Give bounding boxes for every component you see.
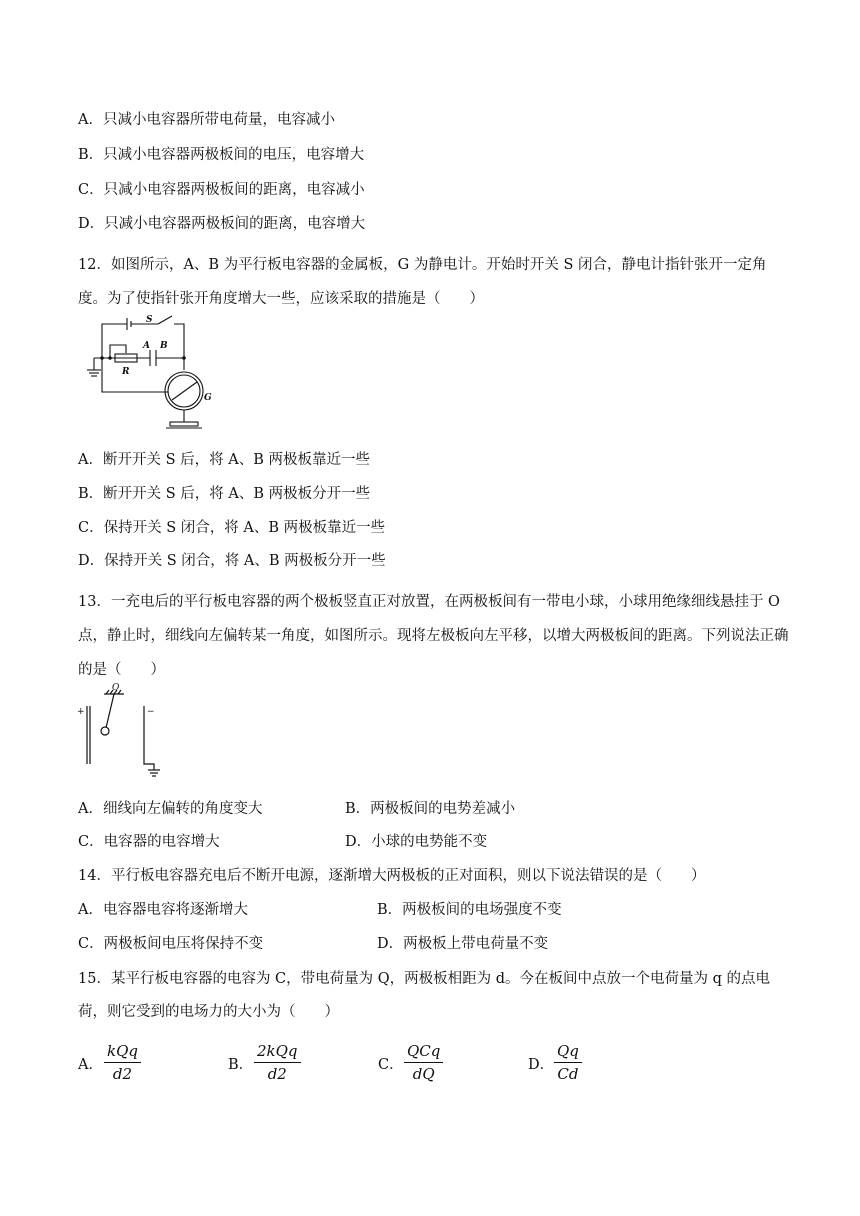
q15-option-b-fraction bbox=[254, 1040, 301, 1085]
q12-label-r: R bbox=[122, 367, 130, 377]
q15-option-c-label: C． bbox=[378, 1057, 404, 1073]
q11-option-a: A．只减小电容器所带电荷量，电容减小 bbox=[78, 112, 335, 128]
q15-stem-line1: 15．某平行板电容器的电容为 C，带电荷量为 Q，两极板相距为 d。今在板间中点放一个电荷量为 q 的点电 bbox=[78, 971, 771, 987]
q14-option-b: B．两极板间的电场强度不变 bbox=[377, 902, 562, 918]
q15-option-a-fraction bbox=[104, 1040, 141, 1085]
q12-stem: 12．如图所示，A、B 为平行板电容器的金属板，G 为静电计。开始时开关 S 闭合，静电计指针张开一定角度。为了使指针张开角度增大一些，应该采取的措施是（ ） bbox=[78, 257, 767, 307]
q13-option-a: A．细线向左偏转的角度变大 bbox=[78, 801, 263, 817]
q13-option-c: C．电容器的电容增大 bbox=[78, 834, 220, 850]
q13-label-minus: − bbox=[147, 707, 155, 717]
q15-option-d-fraction bbox=[554, 1040, 582, 1085]
q15-option-b-label: B． bbox=[228, 1057, 254, 1073]
q11-option-c: C．只减小电容器两极板间的距离，电容减小 bbox=[78, 182, 365, 198]
q13-option-b: B．两极板间的电势差减小 bbox=[345, 801, 516, 817]
q15-option-a-numerator: kQq bbox=[107, 1042, 138, 1060]
q12-option-a: A．断开开关 S 后，将 A、B 两极板靠近一些 bbox=[78, 452, 370, 468]
q12-option-c: C．保持开关 S 闭合，将 A、B 两极板靠近一些 bbox=[78, 520, 386, 536]
q12-label-b: B bbox=[160, 341, 168, 351]
q15-option-b-numerator: 2kQq bbox=[257, 1042, 298, 1060]
q13-label-plus: + bbox=[77, 707, 85, 717]
q15-option-c-fraction bbox=[404, 1040, 443, 1085]
q15-option-b-denominator: d2 bbox=[267, 1065, 287, 1083]
q12-label-s: S bbox=[146, 315, 153, 325]
q12-option-b: B．断开开关 S 后，将 A、B 两极板分开一些 bbox=[78, 486, 371, 502]
q13-pendulum-diagram bbox=[74, 684, 174, 784]
q12-label-g: G bbox=[204, 393, 212, 403]
q11-option-b: B．只减小电容器两极板间的电压，电容增大 bbox=[78, 147, 365, 163]
q15-option-c-denominator: dQ bbox=[412, 1065, 435, 1083]
q13-option-d: D．小球的电势能不变 bbox=[345, 834, 488, 850]
q15-option-d-label: D． bbox=[528, 1057, 555, 1073]
q14-option-c: C．两极板间电压将保持不变 bbox=[78, 936, 264, 952]
q14-option-d: D．两极板上带电荷量不变 bbox=[377, 936, 549, 952]
q15-stem-line2: 荷，则它受到的电场力的大小为（ ） bbox=[78, 1004, 339, 1020]
q15-option-d-denominator: Cd bbox=[557, 1065, 579, 1083]
q15-option-c-numerator: QCq bbox=[407, 1042, 441, 1060]
q14-option-a: A．电容器电容将逐渐增大 bbox=[78, 902, 248, 918]
q15-option-d-numerator: Qq bbox=[557, 1042, 579, 1060]
q15-option-a-denominator: d2 bbox=[112, 1065, 133, 1083]
q13-stem: 13．一充电后的平行板电容器的两个极板竖直正对放置，在两极板间有一带电小球，小球用绝缘细线悬挂于 O 点，静止时，细线向左偏转某一角度，如图所示。现将左极板向左平移，以增大两极板间的距离。下列说法正确的是（ ） bbox=[78, 594, 789, 678]
q11-option-d: D．只减小电容器两极板间的距离，电容增大 bbox=[78, 216, 366, 232]
q12-option-d: D．保持开关 S 闭合，将 A、B 两极板分开一些 bbox=[78, 553, 386, 569]
q15-option-a-label: A． bbox=[78, 1057, 103, 1073]
q12-label-a: A bbox=[143, 341, 150, 351]
q14-stem: 14．平行板电容器充电后不断开电源，逐渐增大两极板的正对面积，则以下说法错误的是（ ） bbox=[78, 868, 706, 884]
q13-label-o: O bbox=[112, 683, 120, 693]
q12-circuit-diagram bbox=[80, 312, 220, 432]
